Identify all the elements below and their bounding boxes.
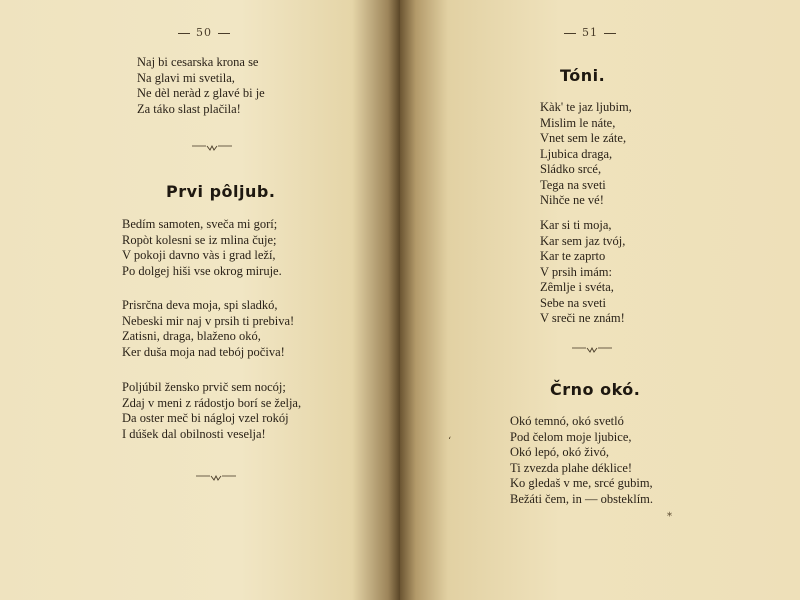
stanza-3 [122, 380, 301, 442]
verse-line: Kar sem jaz tvój, [540, 233, 626, 248]
stanza-2 [122, 298, 294, 360]
ornament-divider [196, 473, 236, 481]
verse-line: Nebeski mir naj v prsih ti prebiva! [122, 313, 295, 328]
verse-line: Zatisni, draga, blaženo okó, [122, 329, 261, 343]
verse-line: Ko gledaš v me, srcé gubim, [510, 476, 653, 490]
verse-line: Kar te zaprto [540, 249, 606, 263]
right-page [400, 0, 800, 600]
verse-line: Okó temnó, okó svetló [510, 414, 624, 428]
verse-line: Ljubica draga, [540, 146, 613, 161]
verse-line: Ker duša moja nad tebój počiva! [122, 344, 285, 359]
poem-title: Tóni. [560, 66, 606, 85]
verse-line: V pokoji davno vàs i grad leží, [122, 248, 276, 262]
verse-line: Poljúbil žensko prvič sem nocój; [122, 380, 286, 394]
verse-line: Ropòt kolesni se iz mlina čuje; [122, 232, 277, 247]
verse-line: Na glavi mi svetila, [137, 70, 235, 85]
verse-line: Sládko srcé, [540, 162, 602, 176]
verse-line: Ti zvezda plahe déklice! [510, 460, 633, 475]
poem-title: Črno okó. [550, 380, 641, 399]
poem-ending-stanza [137, 55, 265, 117]
verse-line: Da oster meč bi nágloj vzel rokój [122, 411, 289, 425]
verse-line: V prsih imám: [540, 264, 612, 279]
stanza-1 [510, 414, 653, 507]
ornament-divider [572, 345, 612, 353]
stanza-1 [540, 100, 632, 209]
verse-line: Zêmlje i svéta, [540, 280, 614, 294]
verse-line: Pod čelom moje ljubice, [510, 429, 632, 444]
verse-line: Zdaj v meni z rádostjo borí se želja, [122, 395, 302, 410]
verse-line: Ne dèl neràd z glavé bi je [137, 86, 265, 100]
verse-line: Vnet sem le záte, [540, 131, 627, 145]
verse-line: Kar si ti moja, [540, 218, 612, 232]
verse-line: Nihče ne vé! [540, 193, 604, 207]
verse-line: Sebe na sveti [540, 295, 606, 310]
ornament-divider [192, 143, 232, 151]
poem-title: Prvi pôljub. [166, 182, 276, 201]
page-number-left: 50 [172, 26, 236, 39]
verse-line: Okó lepó, okó živó, [510, 445, 609, 459]
page-number-right: 51 [558, 26, 622, 39]
verse-line: V sreči ne znám! [540, 311, 625, 325]
verse-line: Bežáti čem, in — obsteklím. [510, 491, 654, 506]
stanza-2 [540, 218, 625, 327]
verse-line: Naj bi cesarska krona se [137, 55, 259, 69]
verse-line: I dúšek dal obilnosti veselja! [122, 426, 266, 441]
verse-line: Za táko slast plačila! [137, 101, 241, 116]
paper-speck: ⁎ [667, 508, 672, 519]
verse-line: Mislim le náte, [540, 115, 616, 130]
verse-line: Tega na sveti [540, 177, 606, 192]
verse-line: Prisrčna deva moja, spi sladkó, [122, 298, 278, 312]
verse-line: Po dolgej hiši vse okrog miruje. [122, 263, 282, 278]
paper-speck: ‘ [448, 436, 452, 447]
verse-line: Bedím samoten, sveča mi gorí; [122, 217, 278, 231]
verse-line: Kàk' te jaz ljubim, [540, 100, 632, 114]
stanza-1 [122, 217, 282, 279]
